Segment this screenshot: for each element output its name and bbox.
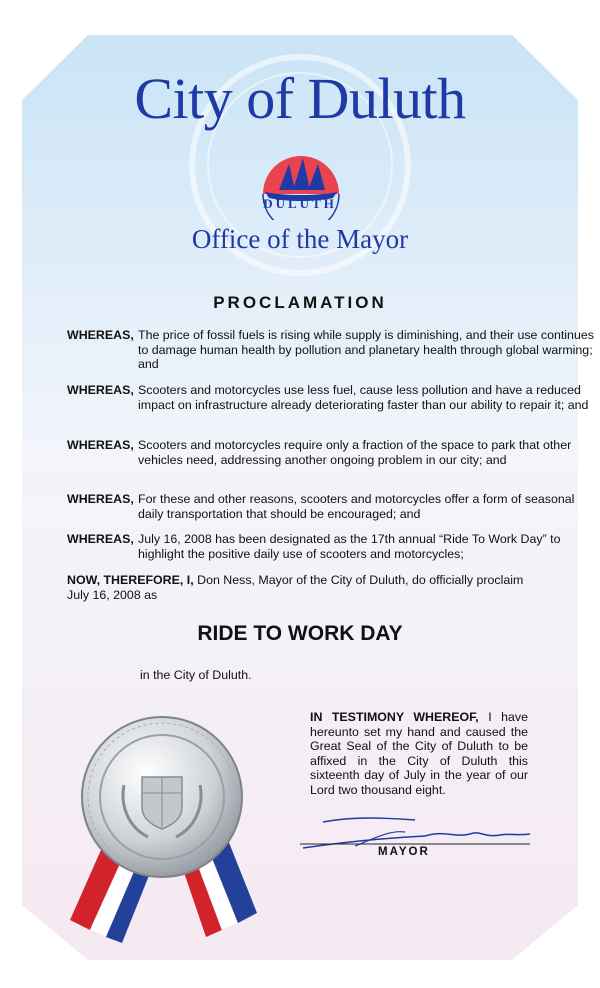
whereas-text: Scooters and motorcycles use less fuel, cause less pollution and have a reduced impact on infrastructure already deteriorating faster than our ability to repair it; and <box>138 383 589 412</box>
whereas-label: WHEREAS, <box>67 532 134 546</box>
whereas-text: July 16, 2008 has been designated as the 17th annual “Ride To Work Day” to highlight the positive daily use of scooters and motorcycles; <box>138 532 561 561</box>
whereas-text: For these and other reasons, scooters and motorcycles offer a form of seasonal daily transportation that should be encouraged; and <box>138 492 575 521</box>
testimony-label: IN TESTIMONY WHEREOF, <box>310 710 479 724</box>
proclamation-heading: PROCLAMATION <box>213 293 387 312</box>
whereas-text: The price of fossil fuels is rising while supply is diminishing, and their use continues to damage human health by pollution and planetary health through global warming; and <box>138 328 594 371</box>
whereas-text: Scooters and motorcycles require only a fraction of the space to park that other vehicles need, addressing another ongoing problem in our city; and <box>138 438 572 467</box>
whereas-label: WHEREAS, <box>67 383 134 397</box>
now-therefore-clause <box>67 573 547 602</box>
mayor-title: MAYOR <box>378 846 430 858</box>
proclaimed-day-title: RIDE TO WORK DAY <box>197 622 403 645</box>
now-therefore-label: NOW, THEREFORE, I, <box>67 573 194 587</box>
city-title: City of Duluth <box>134 66 466 131</box>
great-seal-with-ribbons <box>62 715 262 955</box>
logo-wordmark: DULUTH <box>263 196 337 211</box>
now-therefore-text: Don Ness, Mayor of the City of Duluth, do officially proclaim July 16, 2008 as <box>67 573 524 602</box>
whereas-label: WHEREAS, <box>67 438 134 452</box>
whereas-label: WHEREAS, <box>67 492 134 506</box>
whereas-label: WHEREAS, <box>67 328 134 342</box>
office-title: Office of the Mayor <box>191 224 409 254</box>
in-city-line: in the City of Duluth. <box>140 668 252 682</box>
testimony-text: I have hereunto set my hand and caused the Great Seal of the City of Duluth to be affixed in the City of Duluth this sixteenth day of July in the year of our Lord two thousand eight. <box>310 710 528 797</box>
testimony-clause <box>310 710 528 797</box>
